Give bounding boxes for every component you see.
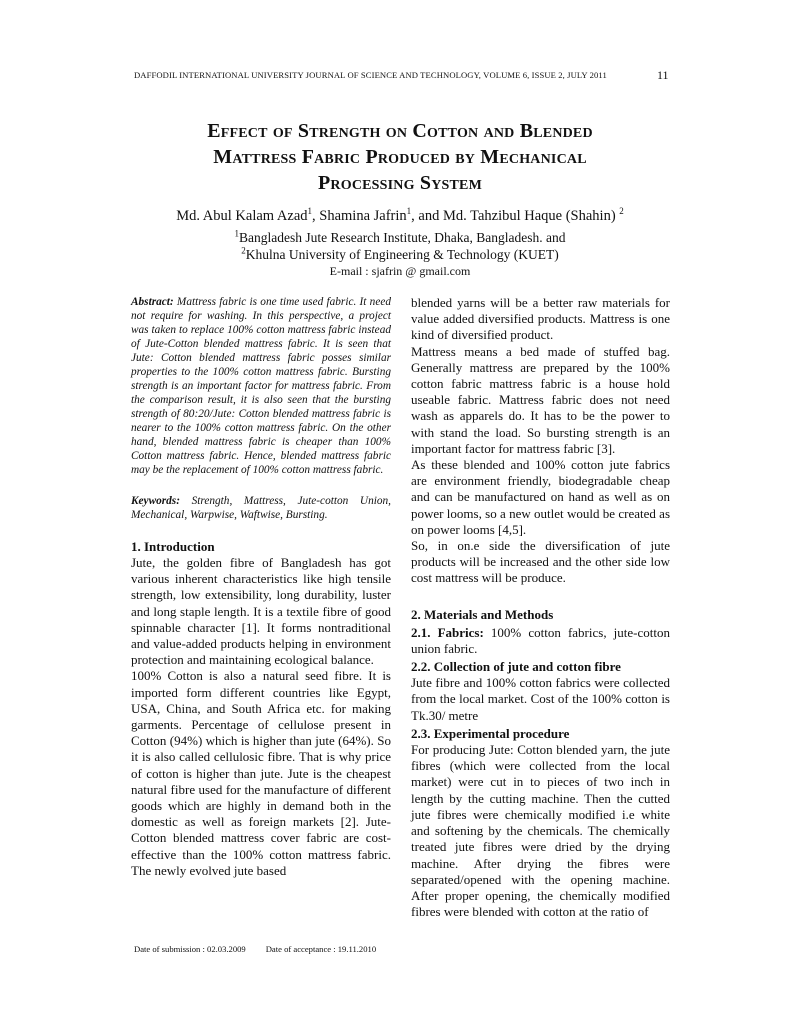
intro-paragraph-3: blended yarns will be a better raw materials for value added diversified products. Mattress is one kind of diversified product. [411, 295, 670, 343]
author-1: Md. Abul Kalam Azad [176, 208, 308, 224]
right-column [411, 295, 670, 920]
acceptance-date: Date of acceptance : 19.11.2010 [265, 944, 377, 954]
procedure-text: For producing Jute: Cotton blended yarn, the jute fibres (which were collected from the local market) were cut in to pieces of two inch in length by the cutting machine. Then the cutted jute fibres were chemically modified i.e white and softening by the chemicals. The chemically treated jute fibres were dried by the drying machine. After drying the fibres were separated/opened with the opening machine. After proper opening, the chemically modified fibres were blended with cotton at the ratio of [411, 742, 670, 920]
collection-text: Jute fibre and 100% cotton fabrics were collected from the local market. Cost of the 100% cotton is Tk.30/ metre [411, 675, 670, 723]
submission-dates [134, 944, 376, 954]
author-sep-1: , Shamina Jafrin [312, 208, 407, 224]
fabrics-text: 100% cotton fabrics, jute-cotton union fabric. [411, 624, 670, 656]
affiliation-2-mark: 2 [241, 245, 246, 256]
affiliation-1 [80, 229, 720, 246]
abstract-label: Abstract: [131, 296, 174, 308]
introduction-heading: 1. Introduction [131, 539, 215, 554]
intro-paragraph-4: Mattress means a bed made of stuffed bag. Generally mattress are prepared by the 100% cotton fabric mattress fabric is a house hold useable fabric. Mattress fabric does not need wash as apparels do. It has to be the power to with stand the load. So bursting strength is an important factor for mattress fabric [3]. [411, 343, 670, 456]
title-line-2: Mattress Fabric Produced by Mechanical [213, 146, 587, 168]
intro-paragraph-5: As these blended and 100% cotton jute fabrics are environment friendly, biodegradable cheap and can be manufactured on hand as well as on power looms, so a new outlet would be created as on power looms [4,5]. [411, 457, 670, 537]
author-1-affil-mark: 1 [307, 206, 313, 217]
affiliation-2 [80, 246, 720, 263]
page-number: 11 [657, 68, 669, 82]
title-line-1: Effect of Strength on Cotton and Blended [207, 120, 593, 142]
fabrics-label: 2.1. Fabrics: [411, 624, 484, 640]
fabrics-subsection [411, 625, 670, 657]
keywords-text: Strength, Mattress, Jute-cotton Union, Mechanical, Warpwise, Waftwise, Bursting. [131, 495, 391, 521]
author-list [80, 207, 720, 226]
collection-heading: 2.2. Collection of jute and cotton fibre [411, 659, 621, 675]
affiliation-2-text: Khulna University of Engineering & Technology (KUET) [245, 247, 559, 262]
affiliation-1-text: Bangladesh Jute Research Institute, Dhaka, Bangladesh. and [238, 230, 566, 245]
affiliation-1-mark: 1 [234, 228, 239, 239]
introduction-section [131, 539, 391, 879]
running-head: DAFFODIL INTERNATIONAL UNIVERSITY JOURNAL OF SCIENCE AND TECHNOLOGY, VOLUME 6, ISSUE 2, JULY 2011 [134, 70, 607, 80]
title-line-3: Processing System [318, 172, 482, 194]
paper-title [100, 118, 700, 196]
keywords-label: Keywords: [131, 495, 180, 507]
intro-paragraph-1: Jute, the golden fibre of Bangladesh has got various inherent characteristics like high tensile strength, low extensibility, long durability, luster and long staple length. It is a textile fibre of good spinnable character [1]. It forms nontraditional and value-added products helping in environment protection and maintaining ecological balance. [131, 555, 391, 668]
author-2-affil-mark: 1 [406, 206, 412, 217]
intro-paragraph-6: So, in on.e side the diversification of jute products will be increased and the other side low cost mattress will be produce. [411, 538, 670, 586]
abstract-text: Mattress fabric is one time used fabric. It need not require for washing. In this perspective, a project was taken to replace 100% cotton mattress fabric instead of Jute-Cotton blended mattress fabric. It is seen that Jute: Cotton blended mattress fabric posses similar properties to the 100% cotton mattress fabric. Bursting strength is an important factor for mattress fabric. From the comparison result, it is also seen that the bursting strength of 80:20/Jute: Cotton blended mattress fabric is nearer to the 100% cotton mattress fabric. On the other hand, blended mattress fabric is cheaper than 100% Cotton mattress fabric. Hence, blended mattress fabric may be the replacement of 100% cotton mattress fabric. [131, 296, 391, 476]
methods-section [411, 607, 670, 921]
submission-date: Date of submission : 02.03.2009 [134, 944, 246, 954]
affiliations [80, 229, 720, 280]
left-column [131, 295, 391, 879]
methods-heading: 2. Materials and Methods [411, 606, 554, 622]
contact-email: E-mail : sjafrin @ gmail.com [329, 264, 471, 278]
author-sep-2: , and Md. Tahzibul Haque (Shahin) [411, 208, 620, 224]
intro-paragraph-2: 100% Cotton is also a natural seed fibre. It is imported form different countries like Egypt, USA, China, and South Africa etc. for making garments. Percentage of cellulose present in Cotton (94%) which is higher than jute (64%). So it is also called cellulosic fibre. That is why price of cotton is higher than jute. Jute is the cheapest natural fibre used for the manufacture of different goods which are highly in demand both in the domestic as well as foreign markets [2]. Jute-Cotton blended mattress cover fabric are cost-effective than the 100% cotton mattress fabric. The newly evolved jute based [131, 668, 391, 878]
keywords [131, 494, 391, 522]
procedure-heading: 2.3. Experimental procedure [411, 725, 570, 741]
author-3-affil-mark: 2 [619, 206, 624, 217]
abstract [131, 295, 391, 477]
